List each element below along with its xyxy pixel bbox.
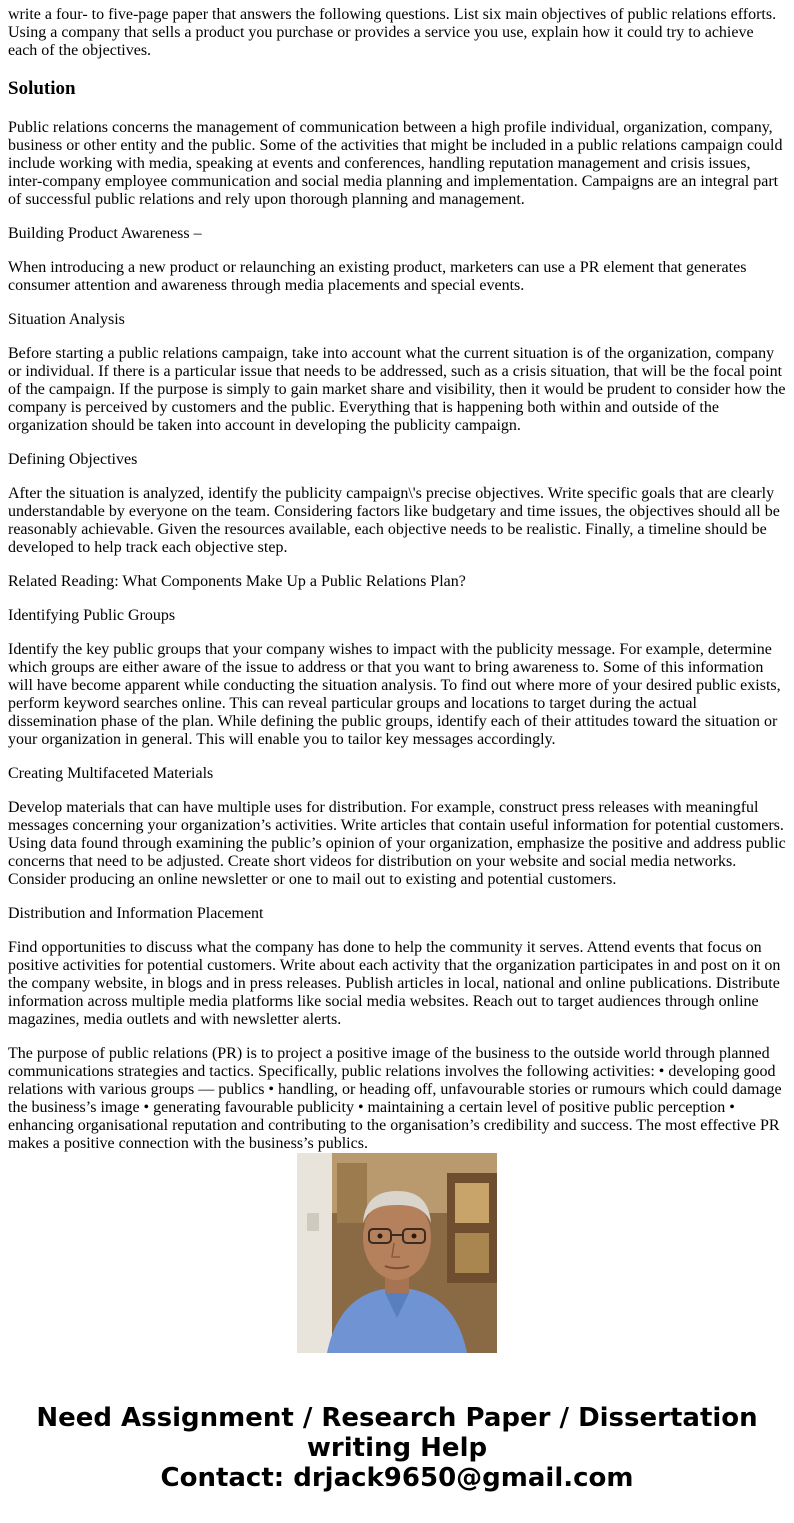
question-text: write a four- to five-page paper that answers the following questions. List six main objectives of public relations efforts. Using a company that sells a product you purchase or provides a service you use, explain how it could try to achieve each of the objectives. (8, 6, 777, 59)
paragraph: When introducing a new product or relaunching an existing product, marketers can use a PR element that generates consumer attention and awareness through media placements and special events. (8, 259, 747, 294)
paragraph: After the situation is analyzed, identify the publicity campaign\'s precise objectives. Write specific goals that are clearly understandable by everyone on the team. Considering factors like budgetary and time issues, the objectives should all be reasonably achievable. Given the resources available, each objective needs to be realistic. Finally, a timeline should be developed to help track each objective step. (8, 485, 780, 556)
section-label: Creating Multifaceted Materials (8, 765, 214, 782)
section-label: Building Product Awareness – (8, 225, 202, 242)
paragraph: Before starting a public relations campaign, take into account what the current situation is of the organization, company or individual. If there is a particular issue that needs to be addressed, such as a crisis situation, that will be the focal point of the campaign. If the purpose is simply to gain market share and visibility, then it would be prudent to consider how the company is perceived by customers and the public. Everything that is happening both within and outside of the organization should be taken into account in developing the publicity campaign. (8, 345, 786, 434)
section-label: Defining Objectives (8, 451, 138, 468)
banner-line: Need Assignment / Research Paper / Dissertation (36, 1403, 758, 1433)
section-label: Identifying Public Groups (8, 607, 176, 624)
contact-email: Contact: drjack9650@gmail.com (160, 1463, 634, 1493)
section-label: Distribution and Information Placement (8, 905, 264, 922)
paragraph: The purpose of public relations (PR) is to project a positive image of the business to the outside world through planned communications strategies and tactics. Specifically, public relations involves the following activities: • developing good relations with various groups — publics • handling, or heading off, unfavourable stories or rumours which could damage the business’s image • generating favourable publicity • maintaining a certain level of positive public perception • enhancing organisational reputation and contributing to the organisation’s credibility and success. The most effective PR makes a positive connection with the business’s publics. (8, 1045, 782, 1152)
paragraph: Identify the key public groups that your company wishes to impact with the publicity message. For example, determine which groups are either aware of the issue to address or that you want to bring awareness to. Some of this information will have become apparent while conducting the situation analysis. To find out where more of your desired public exists, perform keyword searches online. This can reveal particular groups and locations to target during the actual dissemination phase of the plan. While defining the public groups, identify each of their attitudes toward the situation or your organization in general. This will enable you to tailor key messages accordingly. (8, 641, 781, 748)
author-avatar (297, 1153, 497, 1353)
avatar-photo (297, 1153, 497, 1353)
section-label: Situation Analysis (8, 311, 125, 328)
contact-banner (0, 1403, 794, 1493)
solution-heading: Solution (8, 78, 76, 99)
paragraph: Public relations concerns the management of communication between a high profile individual, organization, company, business or other entity and the public. Some of the activities that might be included in a public relations campaign could include working with media, speaking at events and conferences, handling reputation management and crisis issues, inter-company employee communication and social media planning and implementation. Campaigns are an integral part of successful public relations and rely upon thorough planning and management. (8, 119, 783, 208)
paragraph: Find opportunities to discuss what the company has done to help the community it serves. Attend events that focus on positive activities for potential customers. Write about each activity that the organization participates in and post on it on the company website, in blogs and in press releases. Publish articles in local, national and online publications. Distribute information across multiple media platforms like social media websites. Reach out to target audiences through online magazines, media outlets and with newsletter alerts. (8, 939, 781, 1028)
document-content (8, 6, 786, 1152)
banner-line: writing Help (306, 1433, 488, 1463)
related-reading: Related Reading: What Components Make Up a Public Relations Plan? (8, 573, 466, 590)
paragraph: Develop materials that can have multiple uses for distribution. For example, construct press releases with meaningful messages concerning your organization’s activities. Write articles that contain useful information for potential customers. Using data found through examining the public’s opinion of your organization, emphasize the positive and address public concerns that need to be adjusted. Create short videos for distribution on your website and social media networks. Consider producing an online newsletter or one to mail out to existing and potential customers. (8, 799, 786, 888)
